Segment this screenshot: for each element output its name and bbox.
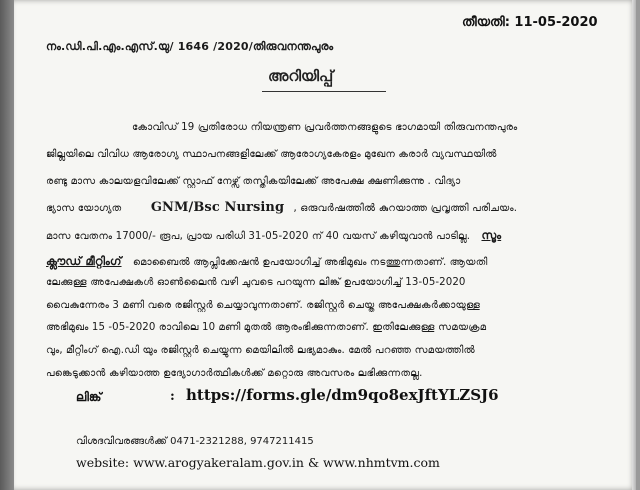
title-underline [262,91,386,92]
zoom-word: സൂം [481,228,502,242]
body-line-6 [46,254,487,269]
body-line-2: ജില്ലയിലെ വിവിധ ആരോഗ്യ സ്ഥാപനങ്ങളിലേക്ക് ആരോഗ്യകേരളം മുഖേന കരാർ വ്യവസ്ഥയിൽ [46,149,497,160]
cloud-meeting-word: ക്ലൗഡ് മീറ്റിംഗ് [46,254,122,268]
body-line-11: പങ്കെടുക്കാൻ കഴിയാത്ത ഉദ്യോഗാർത്ഥികൾക്ക് മറ്റൊരു അവസരം ലഭിക്കുന്നതല്ല. [46,368,423,379]
registration-link[interactable]: https://forms.gle/dm9qo8exJftYLZSJ6 [186,386,499,404]
reference-number: നം.ഡി.പി.എം.എസ്.യു/ 1646 /2020/തിരുവനന്തപുരം [46,40,334,53]
body-line-3: രണ്ടു മാസ കാലയളവിലേക്ക് സ്റ്റാഫ് നേഴ്സ് തസ്തികയിലേക്ക് അപേക്ഷ ക്ഷണിക്കുന്നു . വിദ്യാ [46,176,461,187]
qualification-label: ഭ്യാസ യോഗ്യത [46,203,122,214]
body-line-5 [46,228,501,243]
document-date: തീയതി: 11-05-2020 [462,15,598,30]
interview-text: മൊബൈൽ ആപ്ലിക്കേഷൻ ഉപയോഗിച്ച് അഭിമുഖം നടത്തുന്നതാണ്. ആയതി [132,257,488,268]
notice-title: അറിയിപ്പ് [268,67,334,85]
body-line-7: ലേക്കുള്ള അപേക്ഷകൾ ഓൺലൈൻ വഴി ചുവടെ പറയുന്ന ലിങ്ക് ഉപയോഗിച്ച് 13-05-2020 [46,277,466,288]
link-label: ലിങ്ക് [76,390,102,404]
body-line-10: വും, മീറ്റിംഗ് ഐ.ഡി യും രജിസ്റ്റർ ചെയ്യുന്ന മെയിലിൽ ലഭ്യമാകും. മേൽ പറഞ്ഞ സമയത്തിൽ [46,345,475,356]
body-line-8: വൈകുന്നേരം 3 മണി വരെ രജിസ്റ്റർ ചെയ്യാവുന്നതാണ്. രജിസ്റ്റർ ചെയ്ത അപേക്ഷകർക്കായുള്ള [46,300,481,311]
body-line-1: കോവിഡ് 19 പ്രതിരോധ നിയന്ത്രണ പ്രവർത്തനങ്ങളുടെ ഭാഗമായി തിരുവനന്തപുരം [132,122,518,133]
page-right-edge [632,0,636,490]
link-colon: : [170,389,175,404]
body-line-4 [46,200,517,215]
experience-text: , ഒരുവർഷത്തിൽ കുറയാത്ത പ്രവൃത്തി പരിചയം. [293,203,518,214]
scan-left-border [0,0,14,490]
body-line-9: അഭിമുഖം 15 -05-2020 രാവിലെ 10 മണി മുതൽ ആരംഭിക്കുന്നതാണ്. ഇതിലേക്കുള്ള സമയക്രമ [46,322,487,333]
salary-age-text: മാസ വേതനം 17000/- രൂപ, പ്രായ പരിധി 31-05-2020 ന് 40 വയസ് കഴിയുവാൻ പാടില്ല. [46,231,471,242]
contact-numbers: വിശദവിവരങ്ങൾക്ക് 0471-2321288, 9747211415 [76,436,314,447]
qualification-value: GNM/Bsc Nursing [150,200,285,215]
website-line: website: www.arogyakeralam.gov.in & www.nhmtvm.com [76,455,440,470]
